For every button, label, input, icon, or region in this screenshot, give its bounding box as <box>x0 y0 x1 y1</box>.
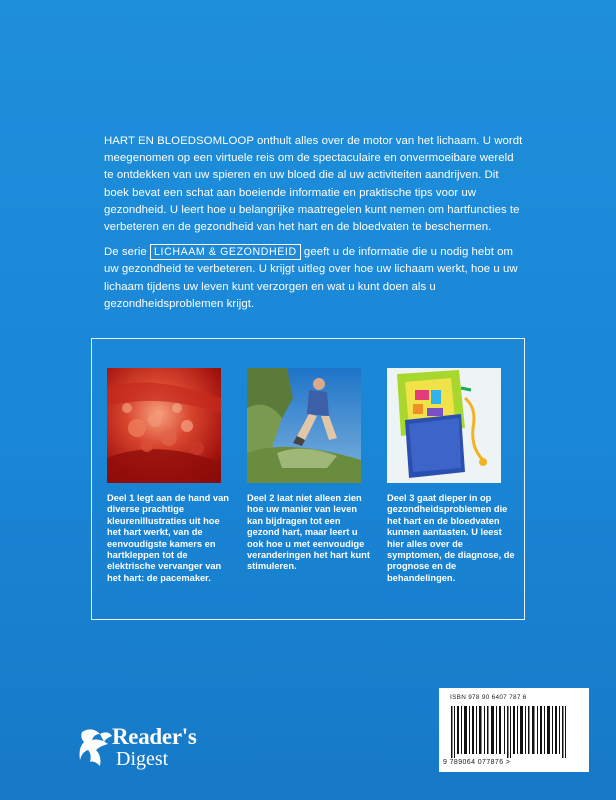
volume-1-caption: Deel 1 legt aan de hand van diverse prachtige kleurenillustraties uit hoe het hart werkt, van de eenvoudigste kamers en hartkleppen tot de elektrische vervanger van het hart: de pacemaker. <box>107 493 229 583</box>
intro-text <box>104 133 524 321</box>
barcode <box>439 688 589 772</box>
publisher-name-line2: Digest <box>116 748 169 770</box>
volume-2-caption: Deel 2 laat niet alleen zien hoe uw manier van leven kan bijdragen tot een gezond hart, maar leert u ook hoe u met eenvoudige veranderingen het hart kunt stimuleren. <box>247 493 370 572</box>
intro-paragraph-1: HART EN BLOEDSOMLOOP onthult alles over de motor van het lichaam. U wordt meegenomen op een virtuele reis om de spectaculaire en onvermoeibare wereld te ontdekken van uw spieren en uw bloed die al uw activiteiten aandrijven. Dit boek bevat een schat aan boeiende informatie en praktische tips voor uw gezondheid. U leert hoe u belangrijke maatregelen kunt nemen om hartfuncties te verbeteren en de gezondheid van het hart en de bloedvaten te beschermen. <box>104 135 523 234</box>
publisher-logo <box>78 724 208 774</box>
isbn-number: ISBN 978 90 6407 787 6 <box>450 694 527 701</box>
intro-p2-start: De serie <box>104 246 151 259</box>
volume-3-photo <box>387 368 501 483</box>
publisher-name-line1: Reader's <box>112 724 197 749</box>
volume-2 <box>247 368 370 573</box>
volumes-panel <box>91 338 525 620</box>
intro-paragraph-2 <box>104 244 524 313</box>
intro-p2-end: geeft u de informatie die u nodig hebt om uw gezondheid te verbeteren. U krijgt uitleg over hoe uw lichaam werkt, hoe u uw lichaam tijdens uw leven kunt verzorgen en wat u kunt doen als u gezondheidsproblemen krijgt. <box>104 246 518 310</box>
volume-1-photo <box>107 368 221 483</box>
pegasus-icon <box>78 726 114 772</box>
series-name-badge: LICHAAM & GEZONDHEID <box>150 244 301 260</box>
barcode-digits: 9 789064 077876 > <box>443 759 511 766</box>
volume-1 <box>107 368 229 584</box>
volume-3 <box>387 368 515 584</box>
barcode-bars <box>445 706 583 758</box>
volume-2-photo <box>247 368 361 483</box>
volume-3-caption: Deel 3 gaat dieper in op gezondheidsproblemen die het hart en de bloedvaten kunnen aantasten. U leest hier alles over de symptomen, de diagnose, de prognose en de behandelingen. <box>387 493 515 583</box>
